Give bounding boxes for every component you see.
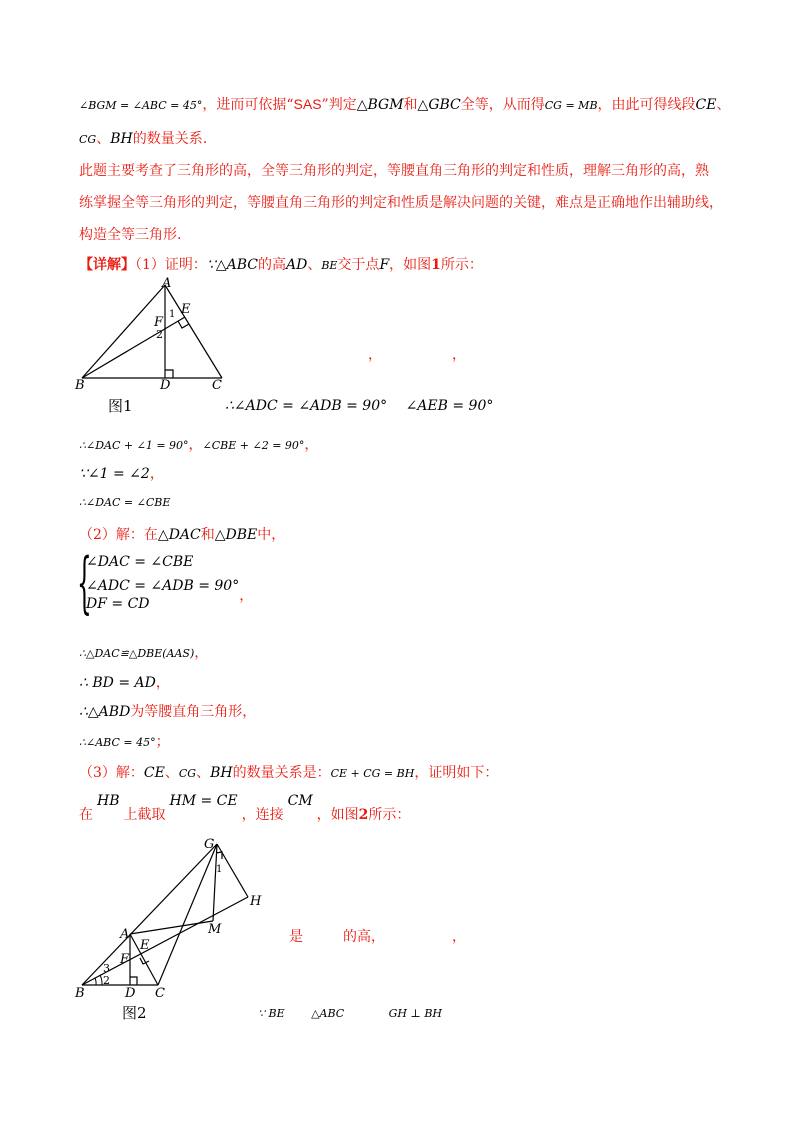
part2-heading: （2）解：在△DAC和△DBE中，: [79, 527, 286, 543]
fig1-eq-row: ∴∠ADC = ∠ADB = 90° ∠AEB = 90°: [225, 398, 494, 414]
fig1-label-a: A: [162, 276, 172, 291]
fig1-label-f: F: [154, 315, 164, 330]
fig2-label-b: B: [75, 986, 85, 1001]
fig2-label-h: H: [250, 894, 262, 909]
conclusion-congruent: ∴△DAC≌△DBE(AAS)，: [79, 645, 209, 661]
analysis-line-1: 此题主要考查了三角形的高，全等三角形的判定，等腰直角三角形的判定和性质，理解三角形的高，熟: [79, 163, 709, 179]
fig1-angle-2: 2: [156, 328, 163, 341]
fig2-text-shi: 是: [289, 929, 303, 945]
fig2-label-c: C: [155, 986, 165, 1001]
part3-construction: 在HB上截取HM = CE，连接CM，如图2所示：: [79, 793, 411, 823]
fig1-caption: 图1: [108, 397, 133, 415]
fig2-angle-3: 3: [103, 962, 110, 975]
fig2-label-m: M: [208, 922, 222, 937]
fig1-label-d: D: [160, 378, 171, 393]
system-eq-3: DF = CD: [86, 596, 150, 612]
fig2-caption: 图2: [122, 1004, 147, 1022]
fig2-label-f: F: [120, 952, 130, 967]
figure-1: [70, 276, 250, 416]
step-angle-equal: ∵∠1 = ∠2，: [79, 466, 164, 482]
system-brace: {: [77, 544, 92, 621]
fig2-bottom-row: ∵ BE △ABC GH ⊥ BH: [258, 1007, 443, 1020]
conclusion-angle-abc: ∴∠ABC = 45°；: [79, 734, 170, 750]
analysis-line-3: 构造全等三角形.: [79, 227, 182, 243]
figure-2: [70, 836, 270, 1026]
fig1-angle-1: 1: [169, 309, 176, 320]
fig1-label-c: C: [212, 378, 222, 393]
fig2-label-a: A: [120, 927, 130, 942]
solution-line-1: ∠BGM = ∠ABC = 45°，进而可依据“SAS”判定△BGM和△GBC全等，从而得CG = MB，由此可得线段CE、: [79, 96, 731, 113]
solution-line-2: CG、BH的数量关系.: [79, 131, 208, 147]
analysis-line-2: 练掌握全等三角形的判定，等腰直角三角形的判定和性质是解决问题的关键，难点是正确地作出辅助线，: [79, 195, 723, 211]
fig2-text-comma: ，: [452, 929, 466, 945]
detail-tag: 【详解】: [79, 257, 135, 273]
step-conclusion-1: ∴∠DAC = ∠CBE: [79, 496, 171, 509]
fig2-label-g: G: [204, 837, 215, 852]
fig2-label-e: E: [140, 938, 150, 953]
fig2-angle-2: 2: [103, 974, 110, 987]
part3-heading: （3）解：CE、CG、BH的数量关系是：CE + CG = BH，证明如下：: [79, 765, 499, 781]
system-eq-1: ∠DAC = ∠CBE: [86, 554, 194, 570]
system-eq-2: ∠ADC = ∠ADB = 90°，: [86, 578, 254, 604]
fig1-label-e: E: [181, 302, 191, 317]
conclusion-isosceles: ∴△ABD为等腰直角三角形，: [79, 704, 257, 720]
fig2-text-height: 的高，: [343, 929, 385, 945]
math-angle-bgm: ∠BGM = ∠ABC = 45°: [79, 99, 203, 112]
fig1-label-b: B: [75, 378, 85, 393]
fig1-comma-2: ，: [452, 347, 466, 363]
fig2-label-d: D: [125, 986, 136, 1001]
step-sum-angles: ∴∠DAC + ∠1 = 90°，∠CBE + ∠2 = 90°，: [79, 437, 319, 453]
fig1-comma-1: ，: [368, 347, 382, 363]
conclusion-bd-ad: ∴ BD = AD，: [79, 675, 170, 691]
detail-heading: 【详解】（1）证明：∵△ABC的高AD、BE交于点F，如图1所示：: [79, 257, 483, 273]
fig2-angle-1: 1: [216, 864, 223, 875]
